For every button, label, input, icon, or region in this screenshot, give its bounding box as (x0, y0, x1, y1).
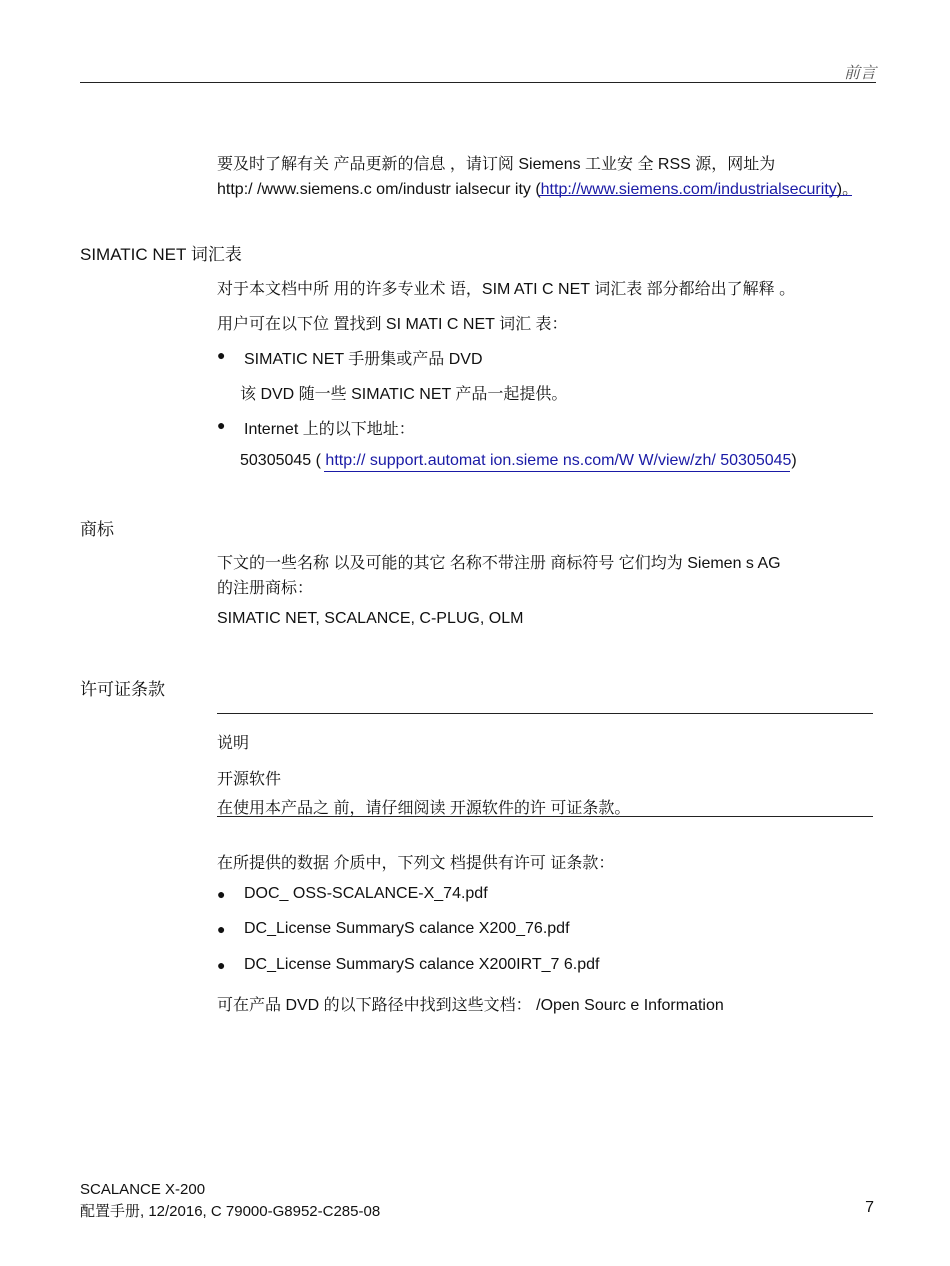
note-bottom-rule (217, 816, 873, 817)
glossary-bullet-1-sub: 该 DVD 随一些 SIMATIC NET 产品一起提供。 (240, 386, 568, 403)
note-top-rule (217, 713, 873, 714)
trademarks-heading: 商标 (80, 520, 114, 539)
footer-manual-info: 配置手册, 12/2016, C 79000-G8952-C285-08 (80, 1203, 381, 1220)
bullet-dot-icon: ● (217, 957, 226, 973)
trademarks-paragraph-line-2: 的注册商标： (217, 580, 314, 597)
glossary-paragraph-1: 对于本文档中所 用的许多专业术 语，SIM ATI C NET 词汇表 部分都给出了解释 。 (217, 281, 796, 298)
license-intro: 在所提供的数据 介质中，下列文 档提供有许可 证条款： (217, 855, 615, 872)
license-file-2: DC_License SummaryS calance X200_76.pdf (244, 920, 570, 937)
glossary-bullet-1: SIMATIC NET 手册集或产品 DVD (244, 351, 483, 368)
rss-suffix: )。 (836, 181, 859, 198)
support-link[interactable]: http:// support.automat ion.sieme ns.com/W W/view/zh/ 50305045 (320, 452, 792, 469)
license-file-3: DC_License SummaryS calance X200IRT_7 6.pdf (244, 956, 600, 973)
license-file-1: DOC_ OSS-SCALANCE-X_74.pdf (244, 885, 488, 902)
rss-paragraph-line-1: 要及时了解有关 产品更新的信息 ，请订阅 Siemens 工业安 全 RSS 源，网址为 (217, 156, 776, 173)
rss-link-underline (538, 195, 852, 196)
glossary-bullet-2-sub (240, 452, 797, 470)
bullet-dot-icon: ● (217, 921, 226, 937)
license-heading: 许可证条款 (80, 680, 165, 699)
note-label: 说明 (217, 735, 250, 752)
bullet-dot-icon: ● (217, 417, 226, 433)
bullet-dot-icon: ● (217, 886, 226, 902)
running-header-title: 前言 (843, 65, 876, 82)
support-link-underline (324, 471, 790, 472)
rss-url-text: http:/ /www.siemens.c om/industr ialsecur ity ( (217, 181, 541, 198)
page-number: 7 (865, 1199, 874, 1216)
glossary-heading: SIMATIC NET 词汇表 (80, 245, 242, 264)
license-path: 可在产品 DVD 的以下路径中找到这些文档： /Open Sourc e Information (217, 997, 724, 1014)
glossary-bullet-2: Internet 上的以下地址： (244, 421, 415, 438)
note-title: 开源软件 (217, 771, 282, 788)
trademarks-list: SIMATIC NET, SCALANCE, C-PLUG, OLM (217, 610, 524, 627)
support-suffix: ) (791, 452, 797, 469)
glossary-paragraph-2: 用户可在以下位 置找到 SI MATI C NET 词汇 表： (217, 316, 568, 333)
trademarks-paragraph-line-1: 下文的一些名称 以及可能的其它 名称不带注册 商标符号 它们均为 Siemen s AG (217, 555, 781, 572)
header-rule (80, 82, 876, 83)
bullet-dot-icon: ● (217, 347, 226, 363)
note-text: 在使用本产品之 前，请仔细阅读 开源软件的许 可证条款。 (217, 800, 631, 817)
support-id: 50305045 ( (240, 452, 321, 469)
footer-product: SCALANCE X-200 (80, 1181, 206, 1198)
rss-link[interactable]: http://www.siemens.com/industrialsecurity (540, 181, 837, 198)
